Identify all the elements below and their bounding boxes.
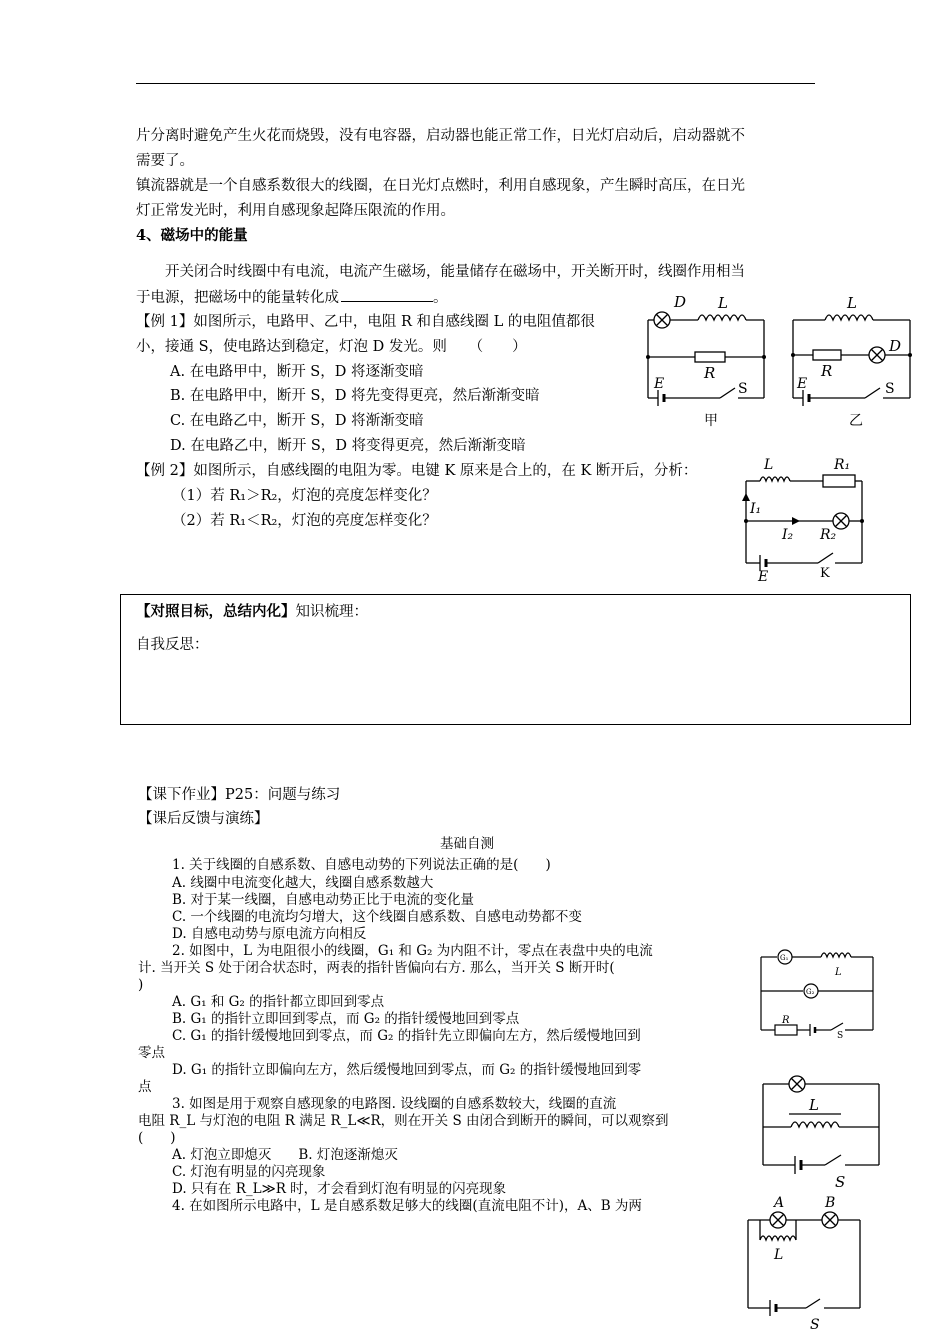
- fill-blank[interactable]: [341, 287, 433, 302]
- q3-option-ab: A. 灯泡立即熄灭 B. 灯泡逐渐熄灭: [172, 1147, 398, 1163]
- circuit-q2: [755, 945, 880, 1040]
- q3-option-d: D. 只有在 R_L≫R 时，才会看到灯泡有明显的闪亮现象: [172, 1181, 507, 1197]
- feedback-line: 【课后反馈与演练】: [138, 811, 269, 827]
- label-s: S: [738, 381, 748, 397]
- label-l: L: [774, 1247, 784, 1263]
- q2-line-1: 2. 如图中，L 为电阻很小的线圈，G₁ 和 G₂ 为内阻不计，零点在表盘中央的电流: [172, 943, 653, 959]
- label-yi: 乙: [849, 413, 863, 429]
- label-jia: 甲: [704, 413, 718, 429]
- section-4-para-2: 于电源，把磁场中的能量转化成 。: [136, 287, 448, 308]
- q2-option-c-1: C. G₁ 的指针缓慢地回到零点，而 G₂ 的指针先立即偏向左方，然后缓慢地回到: [172, 1028, 641, 1044]
- label-l: L: [809, 1096, 819, 1114]
- label-d: D: [674, 293, 687, 311]
- label-s: S: [837, 1031, 844, 1041]
- label-r: R: [782, 1015, 790, 1026]
- label-e: E: [654, 376, 665, 392]
- label-r: R: [704, 364, 716, 382]
- intro-line-1: 片分离时避免产生火花而烧毁，没有电容器，启动器也能正常工作，日光灯启动后，启动器就不: [136, 128, 745, 144]
- q1-option-c: C. 一个线圈的电流均匀增大，这个线圈自感系数、自感电动势都不变: [172, 909, 582, 925]
- label-k: K: [820, 566, 830, 581]
- section-4-title: 4、磁场中的能量: [136, 227, 248, 244]
- example-2-question-2: （2）若 R₁＜R₂，灯泡的亮度怎样变化？: [172, 513, 437, 529]
- q2-line-2: 计. 当开关 S 处于闭合状态时，两表的指针皆偏向右方. 那么，当开关 S 断开时(: [138, 960, 615, 976]
- label-a: A: [774, 1195, 785, 1211]
- label-s: S: [835, 1173, 846, 1191]
- q2-option-b: B. G₁ 的指针立即回到零点，而 G₂ 的指针缓慢地回到零点: [172, 1011, 520, 1027]
- q3-line-1: 3. 如图是用于观察自感现象的电路图. 设线圈的自感系数较大，线圈的直流: [172, 1096, 617, 1112]
- homework-line: 【课下作业】P25：问题与练习: [138, 787, 341, 803]
- label-g2: G₂: [806, 988, 815, 996]
- example-1-option-b: B. 在电路甲中，断开 S，D 将先变得更亮，然后渐渐变暗: [170, 388, 540, 404]
- label-l: L: [718, 294, 728, 312]
- q2-option-a: A. G₁ 和 G₂ 的指针都立即回到零点: [172, 994, 385, 1010]
- example-2-line-1: 【例 2】如图所示，自感线圈的电阻为零。电键 K 原来是合上的，在 K 断开后，分析：: [136, 463, 698, 479]
- example-1-line-1: 【例 1】如图所示，电路甲、乙中，电阻 R 和自感线圈 L 的电阻值都很: [136, 314, 595, 330]
- circuit-q4: [740, 1195, 870, 1340]
- label-g1: G₁: [780, 954, 789, 962]
- q1-option-b: B. 对于某一线圈，自感电动势正比于电流的变化量: [172, 892, 475, 908]
- example-1-line-2: 小，接通 S，使电路达到稳定，灯泡 D 发光。则 （ ）: [136, 339, 527, 355]
- label-e: E: [797, 376, 808, 392]
- selftest-heading: 基础自测: [440, 836, 494, 852]
- q2-option-c-2: 零点: [138, 1045, 165, 1061]
- section-4-para-1: 开关闭合时线圈中有电流，电流产生磁场，能量储存在磁场中，开关断开时，线圈作用相当: [165, 264, 745, 280]
- label-e: E: [758, 569, 769, 585]
- intro-line-3: 镇流器就是一个自感系数很大的线圈，在日光灯点燃时，利用自感现象，产生瞬时高压，在日光: [136, 178, 745, 194]
- label-s: S: [810, 1317, 820, 1333]
- label-r1: R₁: [834, 457, 851, 473]
- header-rule: [136, 83, 815, 84]
- q2-option-d-2: 点: [138, 1079, 152, 1095]
- label-i2: I₂: [782, 527, 794, 543]
- example-2-question-1: （1）若 R₁＞R₂，灯泡的亮度怎样变化？: [172, 488, 437, 504]
- q1-stem: 1. 关于线圈的自感系数、自感电动势的下列说法正确的是( ): [172, 857, 551, 873]
- label-l: L: [835, 967, 842, 978]
- label-r2: R₂: [820, 527, 837, 543]
- label-l: L: [847, 294, 857, 312]
- example-1-option-c: C. 在电路乙中，断开 S，D 将渐渐变暗: [170, 413, 424, 429]
- label-b: B: [825, 1195, 836, 1211]
- example-1-option-a: A. 在电路甲中，断开 S，D 将逐渐变暗: [170, 364, 424, 380]
- self-reflection-label: 自我反思：: [136, 637, 209, 653]
- intro-line-4: 灯正常发光时，利用自感现象起降压限流的作用。: [136, 203, 455, 219]
- label-s: S: [885, 381, 895, 397]
- label-l: L: [764, 457, 774, 473]
- circuit-yi: [785, 290, 920, 430]
- example-1-option-d: D. 在电路乙中，断开 S，D 将变得更亮，然后渐渐变暗: [170, 438, 526, 454]
- q3-line-3: ( ): [138, 1130, 176, 1146]
- summary-heading: 【对照目标，总结内化】知识梳理：: [136, 603, 368, 620]
- circuit-example-2: [738, 455, 868, 585]
- label-i1: I₁: [750, 501, 762, 517]
- circuit-jia: [640, 290, 775, 430]
- q3-option-c: C. 灯泡有明显的闪亮现象: [172, 1164, 326, 1180]
- q2-line-3: ): [138, 977, 144, 993]
- q2-option-d-1: D. G₁ 的指针立即偏向左方，然后缓慢地回到零点，而 G₂ 的指针缓慢地回到零: [172, 1062, 642, 1078]
- q1-option-d: D. 自感电动势与原电流方向相反: [172, 926, 367, 942]
- label-d: D: [889, 337, 902, 355]
- label-r: R: [821, 362, 833, 380]
- q4-line-1: 4. 在如图所示电路中，L 是自感系数足够大的线圈(直流电阻不计)，A、B 为两: [172, 1198, 642, 1214]
- q1-option-a: A. 线圈中电流变化越大，线圈自感系数越大: [172, 875, 434, 891]
- intro-line-2: 需要了。: [136, 153, 194, 169]
- q3-line-2: 电阻 R_L 与灯泡的电阻 R 满足 R_L≪R，则在开关 S 由闭合到断开的瞬间，可以观察到: [138, 1113, 669, 1129]
- circuit-q3: [755, 1070, 885, 1190]
